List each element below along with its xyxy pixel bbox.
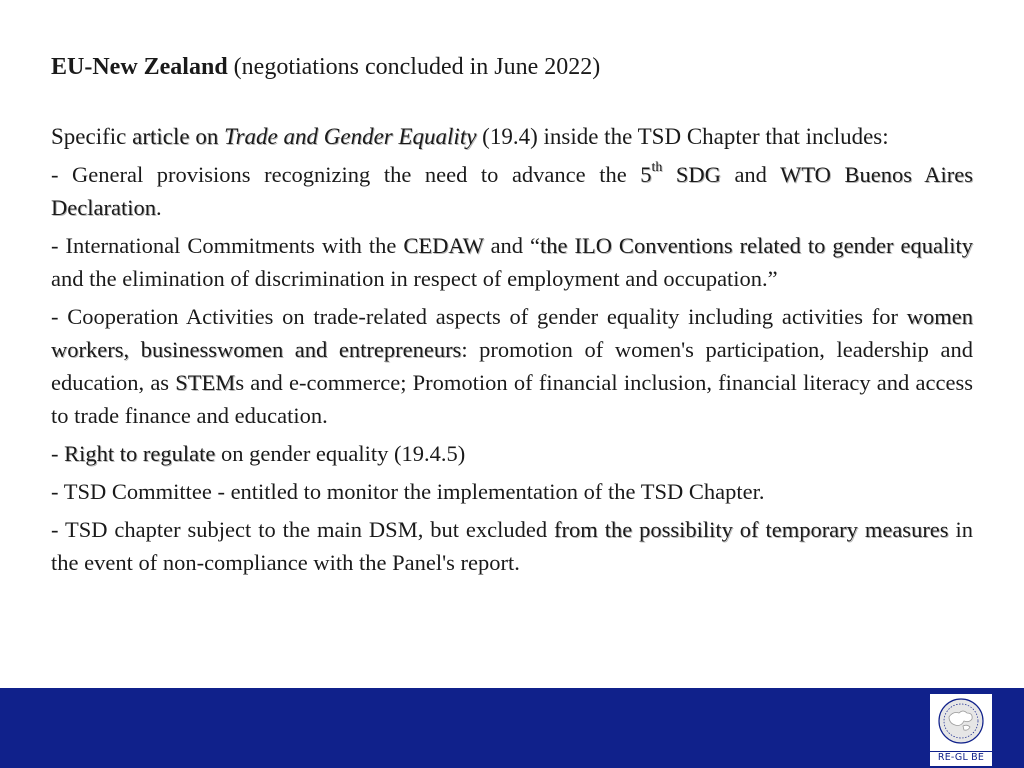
bullet-general-provisions	[51, 158, 973, 224]
bullet-text: - TSD Committee - entitled to monitor the implementation of the TSD Chapter.	[51, 479, 765, 504]
cedaw-label: CEDAW	[403, 233, 484, 258]
globe-icon	[937, 697, 985, 745]
bullet-text: .	[155, 195, 162, 220]
bullet-text: s and e-commerce; Promotion of financial inclusion, financial literacy and access to trade finance and education.	[51, 370, 973, 428]
wto-declaration: WTO Buenos Aires Declaration	[51, 162, 973, 220]
title-bold: EU-New Zealand	[51, 54, 228, 80]
intro-article-title: Trade and Gender Equality	[224, 124, 477, 149]
stem-label: STEM	[175, 370, 236, 395]
slide-content	[51, 48, 973, 584]
bullet-text: - General provisions recognizing the need to advance the	[51, 162, 641, 187]
bullet-text: and “	[483, 233, 541, 258]
right-to-regulate: Right to regulate	[64, 441, 216, 466]
title-rest: (negotiations concluded in June 2022)	[227, 54, 601, 80]
bullet-text: : promotion of women's participation, leadership and education, as	[51, 337, 974, 395]
slide-title	[51, 48, 973, 86]
ilo-conventions: the ILO Conventions related to gender equality	[540, 233, 973, 258]
temporary-measures: from the possibility of temporary measures	[554, 517, 949, 542]
bullet-text: -	[51, 441, 65, 466]
bullet-international-commitments	[51, 229, 973, 295]
intro-lead: Specific	[51, 124, 133, 149]
bullet-tsd-committee	[51, 475, 973, 508]
bullet-text: - TSD chapter subject to the main DSM, but excluded	[51, 517, 555, 542]
bullet-cooperation-activities	[51, 300, 973, 432]
sdg-number: 5	[640, 162, 652, 187]
intro-highlight: article on	[132, 124, 225, 149]
bullet-text: in the event of non-compliance with the Panel's report.	[51, 517, 973, 575]
bullet-text: and	[720, 162, 781, 187]
bullet-text: on gender equality (19.4.5)	[215, 441, 466, 466]
footer-bar	[0, 688, 1024, 768]
bullet-text: and the elimination of discrimination in respect of employment and occupation.”	[51, 266, 778, 291]
bullet-dsm	[51, 513, 973, 579]
women-workers: women workers, businesswomen and entrepreneurs	[51, 304, 973, 362]
logo-text: RE-GL BE	[930, 751, 992, 764]
intro-paragraph	[51, 120, 973, 153]
intro-rest: (19.4) inside the TSD Chapter that includes:	[476, 124, 889, 149]
sdg-label: SDG	[662, 162, 721, 187]
bullet-right-to-regulate	[51, 437, 973, 470]
bullet-text: - International Commitments with the	[51, 233, 404, 258]
bullet-text: - Cooperation Activities on trade-related aspects of gender equality including activities for	[51, 304, 907, 329]
reglobe-logo	[930, 694, 992, 766]
sdg-ordinal: th	[651, 160, 663, 176]
